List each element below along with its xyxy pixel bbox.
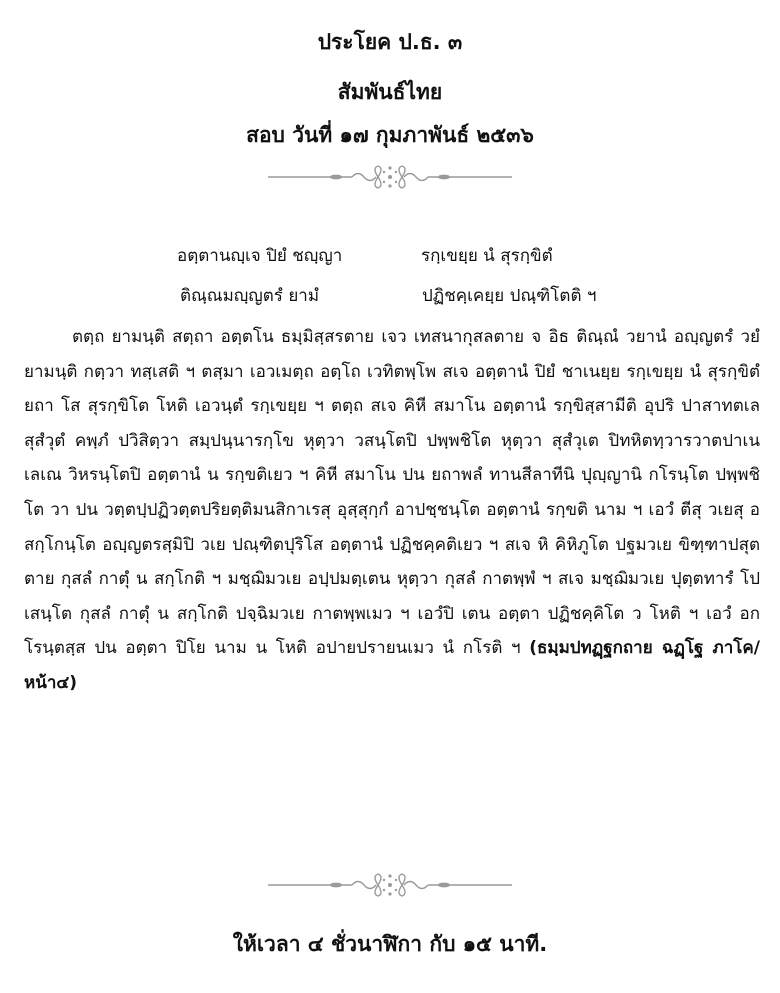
exam-date: สอบ วันที่ ๑๗ กุมภาพันธ์ ๒๕๓๖ [246,123,534,147]
passage [24,320,760,701]
passage-paragraph [24,320,760,701]
exam-level-title: ประโยค ป.ธ. ๓ [317,30,463,54]
passage-text: ตตฺถ ยามนฺติ สตฺถา อตฺตโน ธมฺมิสฺสรตาย เจว เทสนากุสลตาย จ อิธ ติณฺณํ วยานํ อญฺญตรํ วยํ ยามนฺติ กตฺวา ทสฺเสติ ฯ ตสฺมา เอวเมตฺถ อตฺโถ เวทิตพฺโพ สเจ อตฺตานํ ปิยํ ชาเนยฺย รกฺเขยฺย นํ สุรกฺขิตํ ยถา โส สุรกฺขิโต โหติ เอวนฺตํ รกฺเขยฺย ฯ ตตฺถ สเจ คิหี สมาโน อตฺตานํ รกฺขิสฺสามีติ อุปริ ปาสาทตเล สุสํวุตํ คพฺภํ ปวิสิตฺวา สมฺปนฺนารกฺโข หุตฺวา วสนฺโตปิ ปพฺพชิโต หุตฺวา สุสํวุเต ปิทหิตทฺวารวาตปาเน เลเณ วิหรนฺโตปิ อตฺตานํ น รกฺขติเยว ฯ คิหี สมาโน ปน ยถาพลํ ทานสีลาทีนิ ปุญฺญานิ กโรนฺโต ปพฺพชิโต วา ปน วตฺตปฺปฏิวตฺตปริยตฺติมนสิกาเรสุ อุสฺสุกฺกํ อาปชฺชนฺโต อตฺตานํ รกฺขติ นาม ฯ เอวํ ตีสุ วเยสุ อสกฺโกนฺโต อญฺญตรสฺมิปิ วเย ปณฺฑิตปุริโส อตฺตานํ ปฏิชคฺคติเยว ฯ สเจ หิ คิหิภูโต ปฐมวเย ขิฑฺฑาปสุตตาย กุสลํ กาตุํ น สกฺโกติ ฯ มชฺฌิมวเย อปฺปมตฺเตน หุตฺวา กุสลํ กาตพฺพํ ฯ สเจ มชฺฌิมวเย ปุตฺตทารํ โปเสนฺโต กุสลํ กาตุํ น สกฺโกติ ปจฺฉิมวเย กาตพฺพเมว ฯ เอวํปิ เตน อตฺตา ปฏิชคฺคิโต ว โหติ ฯ เอวํ อกโรนฺตสฺส ปน อตฺตา ปิโย นาม น โหติ อปายปรายนเมว นํ กโรติ ฯ [24,327,760,659]
verse-line-2-right: ปฏิชคฺเคยฺย ปณฺฑิโตติ ฯ [422,286,597,306]
ornament-divider-icon [0,870,780,900]
verse-line-1-right: รกฺเขยฺย นํ สุรกฺขิตํ [421,246,553,266]
passage-reference: (ธมฺมปทฏฺฐกถาย ฉฏฺโฐ ภาโค/หน้า๔) [24,638,760,693]
verse-line-1-left: อตฺตานญฺเจ ปิยํ ชญฺญา [177,246,343,266]
exam-subject: สัมพันธ์ไทย [337,80,443,104]
verse-line-2-left: ติณฺณมญฺญตรํ ยามํ [180,286,320,306]
time-allowed: ให้เวลา ๔ ชั่วนาฬิกา กับ ๑๕ นาที. [232,932,548,956]
ornament-divider-icon [0,162,780,192]
